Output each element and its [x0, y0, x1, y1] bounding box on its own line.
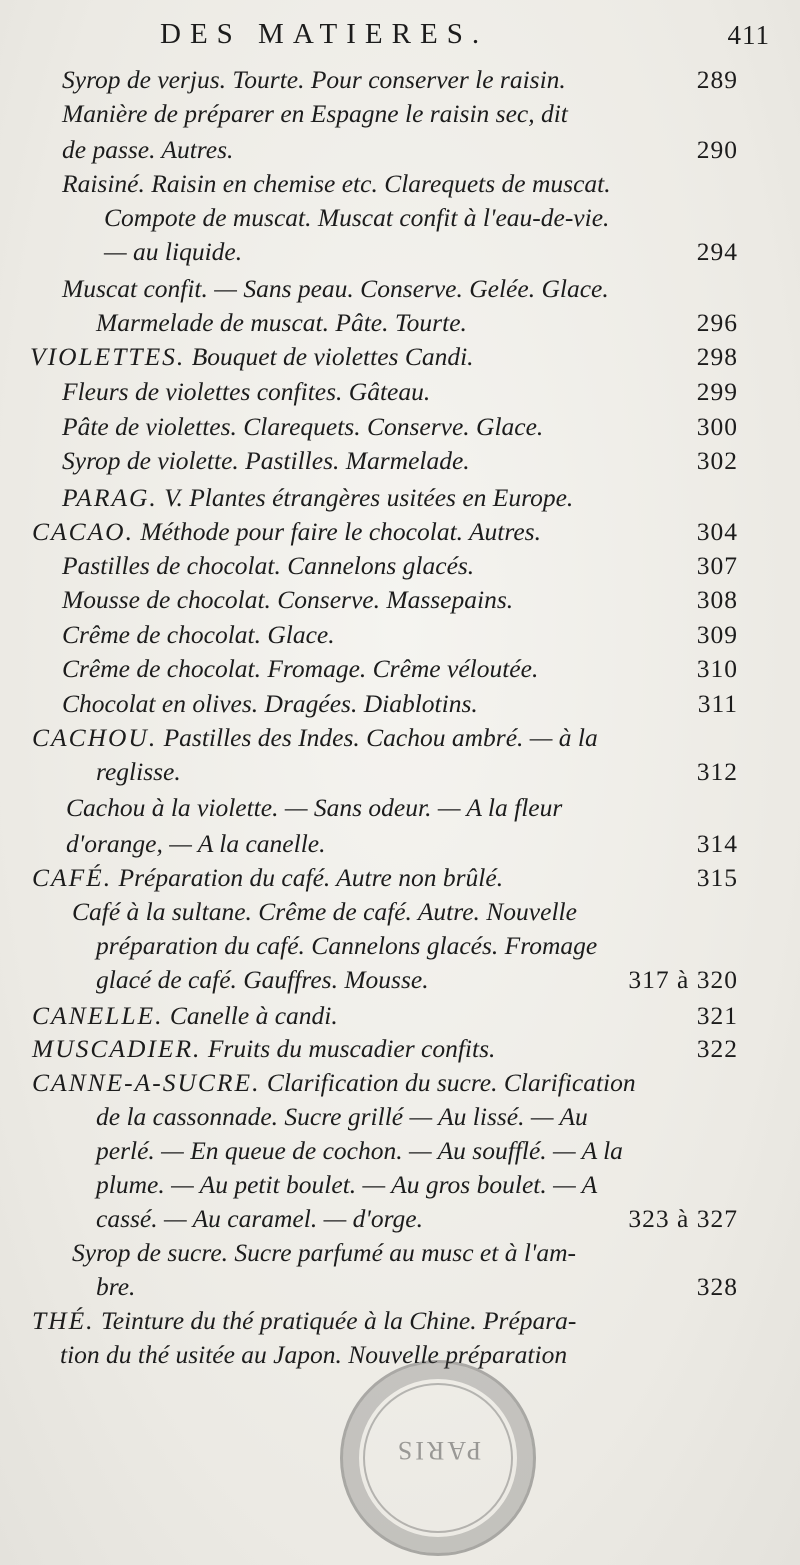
index-entry-line	[32, 998, 738, 1034]
index-entry-line	[96, 1167, 738, 1203]
page-number: 411	[727, 20, 770, 50]
entry-page-ref: 328	[696, 1272, 738, 1301]
entry-text: CANNE-A-SUCRE. Clarification du sucre. Clarification	[32, 1068, 636, 1097]
entry-text: d'orange, — A la canelle.	[66, 829, 326, 858]
entry-text: CACHOU. Pastilles des Indes. Cachou ambré. — à la	[32, 723, 598, 752]
entry-text: Raisiné. Raisin en chemise etc. Clarequets de muscat.	[62, 169, 611, 198]
entry-page-ref: 302	[696, 446, 738, 475]
index-entry-line	[66, 790, 738, 826]
index-entry-line	[62, 686, 738, 722]
index-entry-line	[62, 617, 738, 653]
entry-text: Café à la sultane. Crême de café. Autre. Nouvelle	[72, 897, 577, 926]
entry-text: Crême de chocolat. Glace.	[62, 620, 335, 649]
library-stamp	[340, 1360, 536, 1556]
index-entry-line	[62, 548, 738, 584]
page-title: DES MATIERES.	[160, 18, 489, 50]
entry-text: Pâte de violettes. Clarequets. Conserve. Glace.	[62, 412, 544, 441]
entry-text: Manière de préparer en Espagne le raisin sec, dit	[62, 99, 568, 128]
entry-text: MUSCADIER. Fruits du muscadier confits.	[32, 1034, 496, 1063]
entry-text: bre.	[96, 1272, 136, 1301]
entry-page-ref: 317 à 320	[628, 965, 738, 994]
entry-page-ref: 289	[696, 65, 738, 94]
index-entry-line	[104, 200, 738, 236]
entry-text: Mousse de chocolat. Conserve. Massepains.	[62, 585, 514, 614]
entry-text: Syrop de violette. Pastilles. Marmelade.	[62, 446, 470, 475]
entry-text: CAFÉ. Préparation du café. Autre non brûlé.	[32, 863, 504, 892]
entry-text: Syrop de sucre. Sucre parfumé au musc et à l'am-	[72, 1238, 577, 1267]
index-entry-line	[96, 1099, 738, 1135]
entry-text: reglisse.	[96, 757, 181, 786]
index-entry-line	[62, 374, 738, 410]
index-entry-line	[32, 1303, 738, 1339]
index-entry-line	[104, 234, 738, 270]
index-entry-line	[62, 409, 738, 445]
entry-text: préparation du café. Cannelons glacés. Fromage	[96, 931, 598, 960]
index-entry-line	[62, 166, 738, 202]
index-entry-line	[32, 720, 738, 756]
entry-text: Pastilles de chocolat. Cannelons glacés.	[62, 551, 475, 580]
index-entry-line	[30, 339, 738, 375]
entry-page-ref: 322	[696, 1034, 738, 1063]
index-entry-line	[96, 962, 738, 998]
index-entry-line	[96, 928, 738, 964]
entry-page-ref: 307	[696, 551, 738, 580]
index-entry-line	[32, 1065, 738, 1101]
index-entry-line	[66, 826, 738, 862]
entry-text: Fleurs de violettes confites. Gâteau.	[62, 377, 431, 406]
index-entry-line	[62, 582, 738, 618]
entry-page-ref: 290	[696, 135, 738, 164]
index-entry-line	[32, 860, 738, 896]
entry-text: — au liquide.	[104, 237, 243, 266]
entry-text: Marmelade de muscat. Pâte. Tourte.	[96, 308, 467, 337]
entry-text: tion du thé usitée au Japon. Nouvelle préparation	[60, 1340, 568, 1369]
entry-text: de la cassonnade. Sucre grillé — Au lissé. — Au	[96, 1102, 588, 1131]
entry-page-ref: 310	[696, 654, 738, 683]
entry-text: VIOLETTES. Bouquet de violettes Candi.	[30, 342, 474, 371]
entry-page-ref: 312	[696, 757, 738, 786]
index-entry-line	[62, 271, 738, 307]
entry-text: glacé de café. Gauffres. Mousse.	[96, 965, 429, 994]
stamp-center-text: PARIS	[394, 1436, 482, 1465]
entry-page-ref: 294	[696, 237, 738, 266]
index-entry-line	[32, 1031, 738, 1067]
index-entry-line	[72, 1235, 738, 1271]
index-entry-line	[96, 305, 738, 341]
index-entry-line	[62, 651, 738, 687]
entry-text: Compote de muscat. Muscat confit à l'eau-de-vie.	[104, 203, 610, 232]
entry-text: CANELLE. Canelle à candi.	[32, 1001, 338, 1030]
index-entry-line	[62, 96, 738, 132]
index-entry-line	[62, 443, 738, 479]
entry-text: Cachou à la violette. — Sans odeur. — A la fleur	[66, 793, 563, 822]
index-entry-line	[62, 480, 738, 516]
entry-text: Muscat confit. — Sans peau. Conserve. Gelée. Glace.	[62, 274, 609, 303]
entry-page-ref: 315	[696, 863, 738, 892]
index-entry-line	[96, 1269, 738, 1305]
index-entry-line	[62, 62, 738, 98]
entry-page-ref: 309	[696, 620, 738, 649]
running-header	[0, 18, 800, 58]
entry-page-ref: 299	[696, 377, 738, 406]
entry-text: THÉ. Teinture du thé pratiquée à la Chine. Prépara-	[32, 1306, 577, 1335]
index-entry-line	[62, 132, 738, 168]
index-entry-line	[96, 1201, 738, 1237]
entry-page-ref: 298	[696, 342, 738, 371]
entry-page-ref: 323 à 327	[628, 1204, 738, 1233]
index-entry-line	[72, 894, 738, 930]
entry-page-ref: 296	[696, 308, 738, 337]
entry-text: de passe. Autres.	[62, 135, 234, 164]
entry-page-ref: 308	[696, 585, 738, 614]
entry-page-ref: 304	[696, 517, 738, 546]
entry-text: perlé. — En queue de cochon. — Au soufflé. — A la	[96, 1136, 623, 1165]
index-entry-line	[96, 1133, 738, 1169]
index-entry-line	[96, 754, 738, 790]
entry-text: Crême de chocolat. Fromage. Crême véloutée.	[62, 654, 539, 683]
entry-page-ref: 314	[696, 829, 738, 858]
entry-page-ref: 311	[697, 689, 738, 718]
entry-page-ref: 321	[696, 1001, 738, 1030]
entry-page-ref: 300	[696, 412, 738, 441]
index-entry-line	[32, 514, 738, 550]
entry-text: cassé. — Au caramel. — d'orge.	[96, 1204, 424, 1233]
entry-text: Syrop de verjus. Tourte. Pour conserver le raisin.	[62, 65, 566, 94]
entry-text: plume. — Au petit boulet. — Au gros boulet. — A	[96, 1170, 598, 1199]
entry-text: Chocolat en olives. Dragées. Diablotins.	[62, 689, 478, 718]
entry-text: PARAG. V. Plantes étrangères usitées en Europe.	[62, 483, 574, 512]
entry-text: CACAO. Méthode pour faire le chocolat. Autres.	[32, 517, 541, 546]
